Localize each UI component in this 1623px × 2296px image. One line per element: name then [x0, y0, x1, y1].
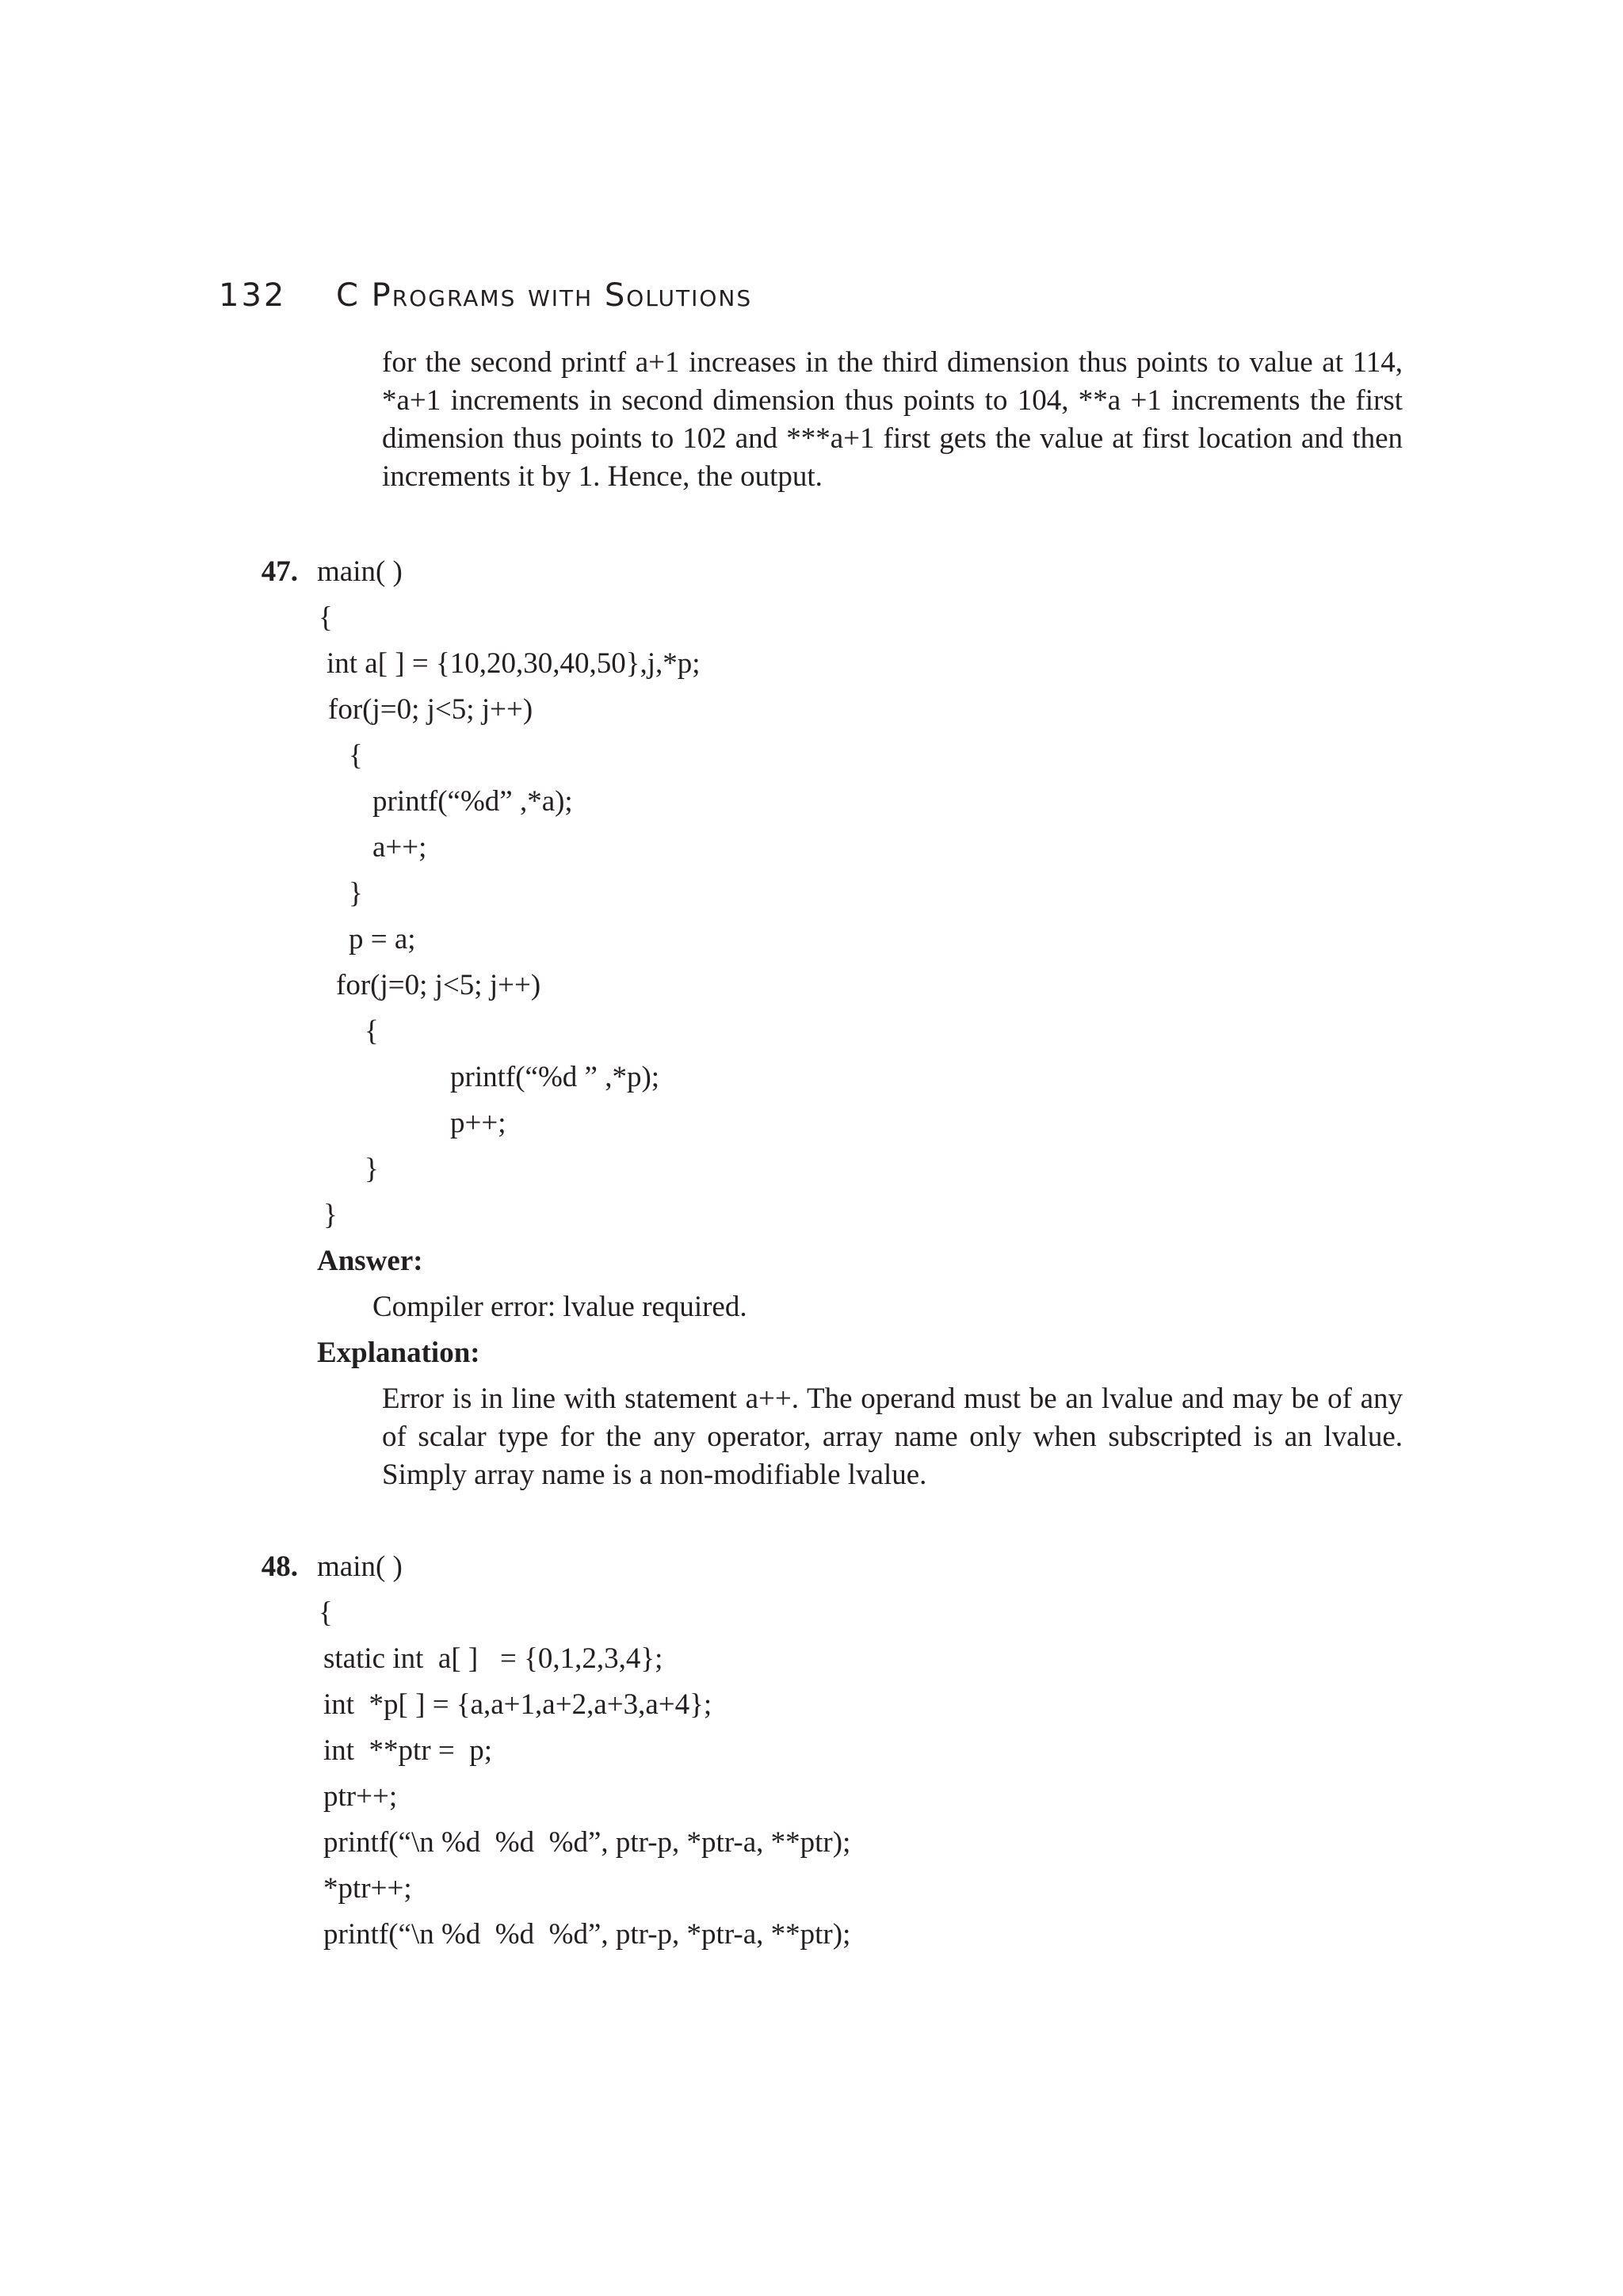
- code-line: {: [319, 1596, 333, 1629]
- code-line: p = a;: [349, 923, 416, 955]
- code-line: int *p[ ] = {a,a+1,a+2,a+3,a+4};: [323, 1688, 712, 1721]
- question-number-47: 47.: [261, 555, 298, 588]
- code-line: }: [365, 1153, 379, 1185]
- running-head-title: C Programs with Solutions: [336, 277, 753, 314]
- answer-label: Answer:: [317, 1245, 423, 1277]
- code-line: }: [349, 877, 363, 910]
- code-line: printf(“\n %d %d %d”, ptr-p, *ptr-a, **ptr);: [323, 1826, 851, 1859]
- code-line: printf(“%d ” ,*p);: [450, 1061, 660, 1093]
- code-line: a++;: [372, 831, 427, 864]
- code-line: printf(“%d” ,*a);: [372, 785, 573, 818]
- code-line: int a[ ] = {10,20,30,40,50},j,*p;: [327, 647, 701, 680]
- previous-explanation-text: for the second printf a+1 increases in the third dimension thus points to value at 114, *a+1 increments in second dimension thus points to 104, **a +1 increments the first dimension thus points to 102 and ***a+1 first gets the value at first location and then increments it by 1. Hence, the output.: [382, 346, 1403, 493]
- code-line: }: [323, 1199, 338, 1231]
- code-line: {: [365, 1015, 379, 1047]
- code-line: p++;: [450, 1107, 506, 1139]
- explanation-text: Error is in line with statement a++. The operand must be an lvalue and may be of any of scalar type for the any operator, array name only when subscripted is an lvalue. Simply array name is a non-modifiable lvalue.: [382, 1383, 1403, 1491]
- question-number-48: 48.: [261, 1550, 298, 1583]
- code-line: printf(“\n %d %d %d”, ptr-p, *ptr-a, **ptr);: [323, 1918, 851, 1951]
- answer-text: Compiler error: lvalue required.: [372, 1291, 747, 1323]
- code-line: static int a[ ] = {0,1,2,3,4};: [323, 1642, 663, 1675]
- code-line: int **ptr = p;: [323, 1734, 493, 1767]
- code-line: for(j=0; j<5; j++): [328, 693, 533, 726]
- code-line: {: [319, 601, 333, 634]
- explanation-label: Explanation:: [317, 1337, 480, 1369]
- code-line: *ptr++;: [323, 1872, 412, 1905]
- code-line: {: [349, 739, 363, 772]
- page-number: 132: [219, 277, 287, 314]
- code-line: main( ): [317, 1550, 403, 1583]
- code-line: for(j=0; j<5; j++): [336, 969, 541, 1001]
- code-line: ptr++;: [323, 1780, 398, 1813]
- code-line: main( ): [317, 555, 403, 588]
